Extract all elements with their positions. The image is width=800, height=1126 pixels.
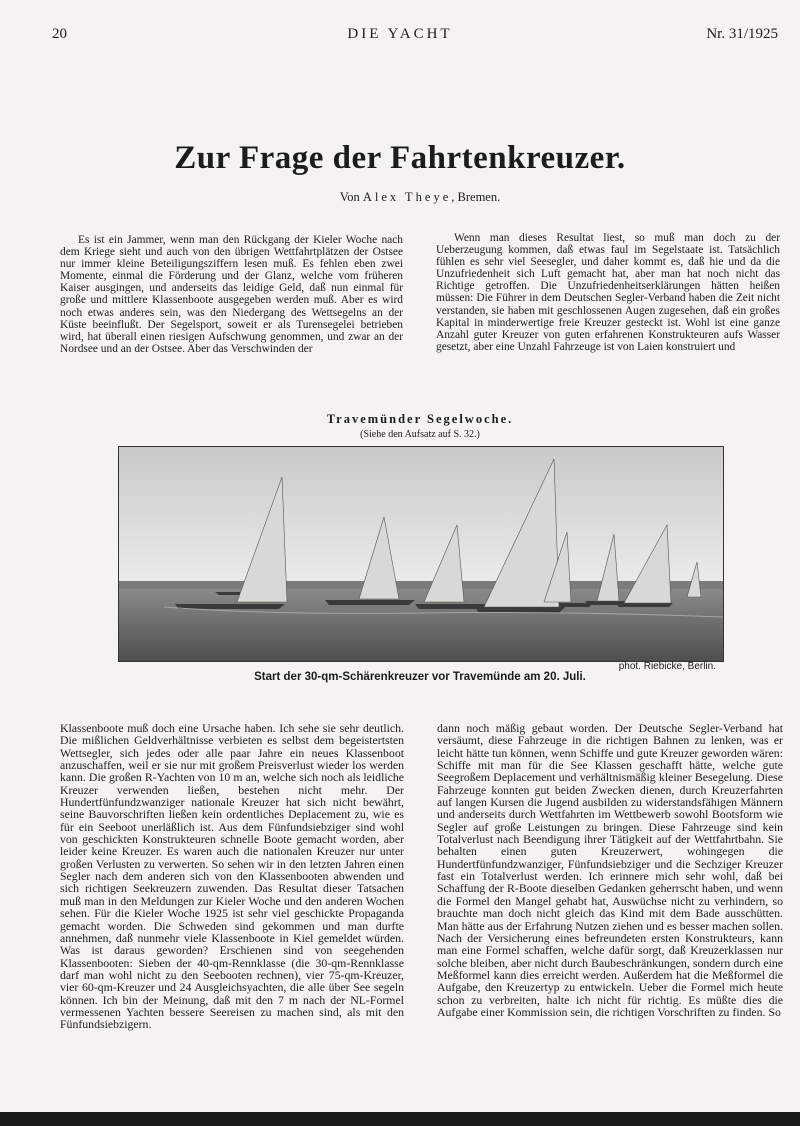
paragraph: Klassenboote muß doch eine Ursache haben. Ich sehe sie sehr deutlich. Die mißlichen Geldverhältnisse verbieten es selbst dem begeistertsten Wettsegler, sich jedes oder alle paar Jahre ein neues Klassenboot anzuschaffen, weil er sie nur mit großem Preisverlust wieder los werden kann. Die großen R-Yachten von 10 m an, welche sich noch als leidliche Kreuzer verwenden ließen, bestehen nicht mehr. Der Hundertfünfundzwanziger nationale Kreuzer hat sich nicht bewährt, seine Bauvorschriften ließen kein ordentliches Deplacement zu, wie es für ein Seeboot unerläßlich ist. Aus dem Fünfundsiebziger sind wohl von geschickten Konstrukteuren schnelle Boote gemacht worden, aber leider keine Kreuzer. Es waren auch die nationalen Kreuzer nur unter großen Verlusten zu verwerten. So sehen wir in den letzten Jahren einen Segler nach dem anderen sich von den Klassenbooten abwenden und sich richtigen Seekreuzern zuwenden. Das Resultat dieser Tatsachen muß man in den Meldungen zur Kieler Woche und den anderen Wochen sehen. Für die Kieler Woche 1925 ist sehr viel geschickte Propaganda gemacht worden. Die Schweden sind gekommen und man durfte annehmen, daß nunmehr viele Klassenboote in Kiel gemeldet würden. Was ist daraus geworden? Erschienen sind von seegehenden Klassenbooten: Sieben der 40-qm-Rennklasse (die 30-qm-Rennklasse darf man wohl nicht zu den Seebooten rechnen), vier 75-qm-Kreuzer, vier 60-qm-Kreuzer und 24 Ausgleichsyachten, die alle über See segeln können. Ich bin der Meinung, daß mit den 7 m nach der NL-Formel vermessenen Yachten bessere Seereisen zu machen sind, als mit den Fünfundsiebzigern.: [60, 721, 404, 1032]
byline-prefix: Von: [339, 190, 360, 204]
paragraph: dann noch mäßig gebaut worden. Der Deutsche Segler-Verband hat versäumt, diese Fahrzeuge in die richtigen Bahnen zu lenken, was er leicht hätte tun können, wenn Schiffe und gute Kreuzer geworden wären: Schiffe mit man für die See Klassen geschafft hätte, welche gute Seegroßem Deplacement und verhältnismäßig kleiner Besegelung. Diese Fahrzeuge konnten gut beiden Zwecken dienen, durch Kreuzerfahrten auf langen Kursen die Jugend ausbilden zu widerstandsfähigen Männern und anderseits durch Wettfahrten im Wettbewerb sowohl Bootsform wie Segler auf große Leistungen zu bringen. Diese Fahrzeuge sind kein Totalverlust nach Beendigung ihrer Tätigkeit auf der Wettfahrtbahn. Sie behalten einen guten Kreuzerwert, wohingegen die Hundertfünfundzwanziger, Fünfundsiebziger und die Sechziger Kreuzer fast ein Totalverlust werden. Ich erinnere mich sehr wohl, daß bei Schaffung der R-Boote dieselben Gedanken geherrscht haben, und wenn die Formel den Mangel gehabt hat, Auswüchse nicht zu verhindern, so brauchte man doch nicht gleich das Kind mit dem Bade ausschütten. Man hätte aus der Erfahrung Nutzen ziehen und es besser machen sollen. Nach der Versicherung eines befreundeten ersten Konstrukteurs, kann man eine Formel schaffen, welche dafür sorgt, daß Kreuzerklassen nur solche bleiben, aber nicht durch Baubeschränkungen, sondern durch eine Meßformel kann dies erreicht werden. Außerdem hat die Meßformel die Aufgabe, den Kreuzertyp zu entwickeln. Ueber die Formel mich heute schon zu verbreiten, halte ich nicht für richtig. Es müßte dies die Aufgabe einer Kommission sein, die richtigen Vorschriften zu finden. So: [437, 721, 783, 1019]
photo-title: Travemünder Segelwoche.: [326, 412, 514, 426]
column-bottom-right: [437, 722, 783, 1018]
author-location: , Bremen.: [451, 190, 501, 204]
page-number: 20: [52, 26, 67, 42]
sailing-photo: [118, 446, 724, 662]
running-header: [0, 26, 800, 46]
issue-number: Nr. 31/1925: [706, 26, 778, 42]
regatta-image: [119, 447, 723, 661]
column-top-right: [436, 232, 780, 353]
paragraph: Wenn man dieses Resultat liest, so muß man doch zu der Ueberzeugung kommen, daß etwas faul im Segelstaate ist. Tatsächlich fühlen es sehr viel Seesegler, und daher kommt es, daß hie und da die Unzufriedenheit sich Luft gemacht hat, aber man hat noch nicht das Richtige getroffen. Die Unzufriedenheitserklärungen hätten heißen müssen: Die Führer in dem Deutschen Segler-Verband haben die Zeit nicht verstanden, sie haben mit geschlossenen Augen zugesehen, daß ein großes Kapital in minderwertige freie Kreuzer gesteckt ist. Wohl ist eine ganze Anzahl guter Kreuzer von guten erfahrenen Konstrukteuren aufs Wasser gesetzt, aber eine Unzahl Fahrzeuge ist von Laien konstruiert und: [436, 232, 780, 353]
photo-credit: phot. Riebicke, Berlin.: [618, 661, 716, 672]
journal-title: DIE YACHT: [347, 26, 453, 42]
photo-caption: Start der 30-qm-Schärenkreuzer vor Travemünde am 20. Juli.: [254, 671, 586, 683]
photo-note: (Siehe den Aufsatz auf S. 32.): [360, 429, 480, 440]
author-name: Alex Theye: [362, 190, 452, 204]
column-bottom-left: [60, 722, 404, 1031]
column-top-left: [60, 234, 403, 355]
article-title: Zur Frage der Fahrtenkreuzer.: [174, 140, 626, 176]
byline: [0, 190, 800, 205]
paragraph: Es ist ein Jammer, wenn man den Rückgang der Kieler Woche nach dem Kriege sieht und auch von den übrigen Wettfahrtplätzen der Ostsee nur immer kleine Beteiligungsziffern lesen muß. Es fehlen eben zwei Momente, einmal die Förderung und der Glanz, welche vom früheren Kaiser ausgingen, und anderseits das leidige Geld, daß nun einmal für große und mittlere Klassenboote ausgegeben werden muß. Aber es wird noch etwas anderes sein, was den Niedergang des Wettsegelns an der Küste beeinflußt. Der Segelsport, soweit er als Turensegelei betrieben wird, hat überall einen riesigen Aufschwung genommen, und zwar an der Nordsee und an der Ostsee. Aber das Verschwinden der: [60, 234, 403, 355]
page-bottom-edge: [0, 1112, 800, 1126]
